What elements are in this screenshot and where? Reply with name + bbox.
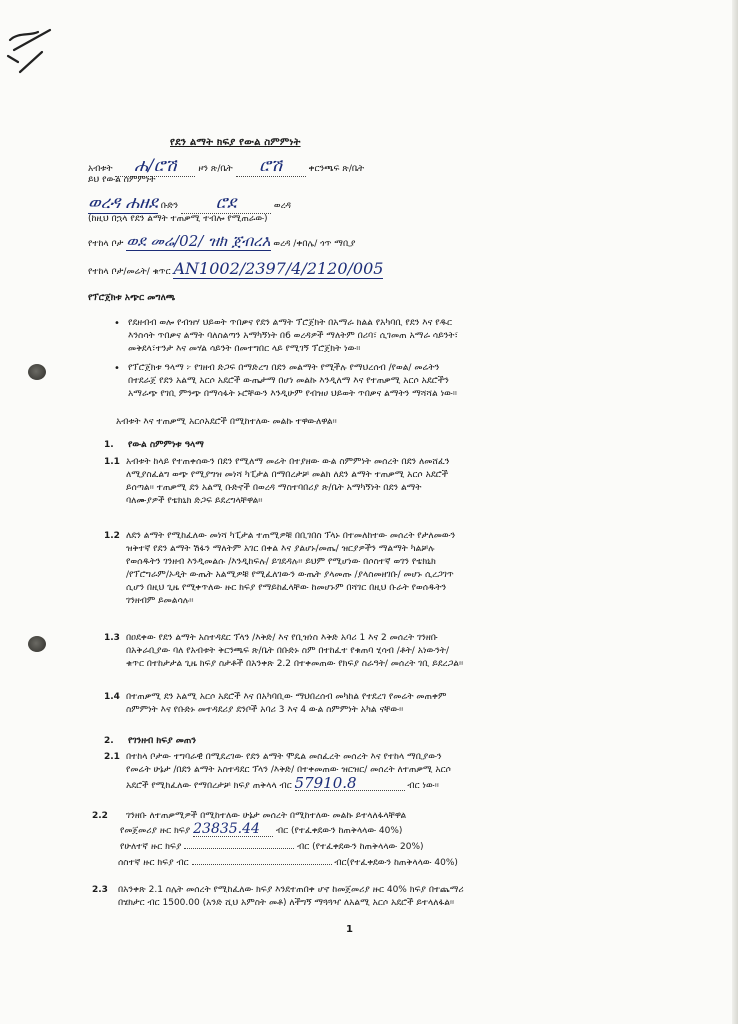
clause-line: ይሰጣል፡፡ ተጠቃሚ ደን አልሚ ቡድኖች በወረዳ ማስተባበሪያ ጽ/ቤት አማካኝነት በደን ልማት: [126, 483, 422, 493]
bullet-icon: •: [114, 318, 120, 329]
clause-line: በዐደቀው የደን ልማት አስተዳደር ፕላን /እቅድ/ እና የቢዝነስ እቅድ አባሪ 1 እና 2 መሰረት ገንዘቡ: [126, 633, 438, 643]
label-zone-office: ዞን ጽ/ቤት: [198, 164, 233, 174]
page-edge: [732, 0, 738, 1024]
bullet-line: በተደራጀ የደን አልሚ አርሶ አደሮች ውጤታማ በሆነ መልኩ እንዲለማ እና የተጠቃሚ አርሶ አደሮችን: [128, 376, 449, 386]
background-heading: የፕሮጀክቱ አጭር መግለጫ: [88, 293, 176, 303]
bullet-item: [114, 317, 459, 356]
corner-signature-mark: [4, 22, 64, 82]
header-row-2: ይህ የውል ስምምነት: [88, 175, 156, 185]
clause-line: በአንቀጽ 2.1 ስሌት መሰረት የሚከፈለው ክፍያ እንደተጠበቀ ሆኖ ከመጀመሪያ ዙር 40% ክፍያ በተጨማሪ: [118, 885, 464, 895]
payment-suffix: ብር (የተፈቀደውን ከጠቅላላው 40%): [276, 826, 403, 836]
intro-line: አብቱት እና ተጠቃሚ አርሶአደሮች በሚከተለው መልኩ ተዋውለዋል፡፡: [116, 417, 337, 427]
section-title: የውል ስምምነቱ ዓላማ: [128, 440, 204, 450]
handwritten-woreda-group: ወረዳ ሐዘደ: [88, 193, 158, 213]
punch-hole: [28, 364, 46, 380]
payment-label: ሰስተኛ ዙር ክፍያ ብር: [118, 858, 189, 868]
bullet-line: መቅደላ፣ተንታ እና መሃል ሳይንት በመተግበር ላይ የሚገኝ ፕሮጀክት ነው።: [128, 344, 361, 354]
clause-line: ለሚያስፈልግ ወጭ የሚያግዝ መነሻ ካፒታል በማበረታቻ መልክ ለደን ልማት ተጠቃሚ አርሶ አደሮች: [126, 470, 449, 480]
section-title: የገንዘብ ክፍያ መጠን: [128, 736, 197, 746]
handwritten-first-payment: 23835.44: [193, 823, 273, 837]
clause-line: በአቅራቢያው ባለ የአብቱት ቅርንጫፍ ጽ/ቤት በቡድኑ ስም በተከፈተ የቁጠባ ሂሳብ /ቶት/ አነውንት/: [126, 646, 450, 656]
payment-row: [118, 857, 458, 870]
clause-line: ቁጥር በተከታታል ጊዜ ክፍያ ስታቶች በአንቀጽ 2.2 በተቀመጠው የክፍያ ስራዓት/ መሰረት ገቢ ይደረጋል፡፡: [126, 659, 464, 669]
handwritten-branch: ሐ/ሮሽ: [115, 156, 195, 177]
label-kebele: ወረዳ /ቀበሌ/ ጎጥ ማቢያ: [273, 239, 356, 249]
payment-suffix: ብር(የተፈቀደውን ከጠቅላላው 40%): [334, 858, 458, 868]
clause-number: 1.2: [104, 531, 120, 541]
clause-number: 1.1: [104, 457, 120, 467]
clause-line: በተጠቃሚ ደን አልሚ አርሶ አደሮች እና በአካባቢው ማህበረሰብ መካከል የተደረገ የመሬት መጠቀም: [126, 692, 447, 702]
clause-line: ለደን ልማት የሚከፈለው መነሻ ካፒታል ተጠሚዎቹ በቢገበስ ፕላኑ በተመለከተው መሰረት የታለመውን: [126, 531, 456, 541]
bullet-line: እንስሳት ጥበቃና ልማት ባለስልጣን አማካኝነት በ6 ወረዳዎች ማለትም በሪባ፣ ሲገመጠ አማራ ሳይንት፣: [128, 331, 459, 341]
clause-line: አብቱት ከላይ የተጠቀሰውን በደን የሚለማ መሬት በተያዘው ውል ስምምነት መሰረት በደን ለመሸፈን: [126, 457, 450, 467]
header-row-4: (ከዚህ በኋላ የደን ልማት ተጠቃሚ ተብሎ የሚጠራው): [88, 214, 268, 224]
clause-1-3: [104, 632, 464, 671]
section-number: 2.: [104, 736, 114, 746]
label-abtut: አብቱት: [88, 164, 113, 174]
amount-suffix: ብር ነው፡፡: [407, 781, 439, 791]
header-row-1: [88, 156, 364, 177]
clause-line: ሲሆን በዚህ ጊዜ የሚቀጥለው ዙር ክፍያ የማይከፈላቸው ከመሆኑም በሻገር በዚህ ቡራት የወሰዱትን: [126, 583, 447, 593]
label-group: ቡድን: [160, 201, 179, 211]
clause-line: ባለሙያዎች የቴክኒክ ድጋፍ ይደረግላቸዋል፡፡: [126, 496, 263, 506]
handwritten-site: ወደ መሬ/02/ ዝክ ጀብረእ: [126, 232, 271, 250]
bullet-item: [114, 362, 457, 401]
clause-number: 1.3: [104, 633, 120, 643]
payment-row: [118, 823, 458, 838]
handwritten-total-amount: 57910.8: [295, 777, 405, 791]
page-number: 1: [346, 924, 353, 935]
clause-2-3: [92, 884, 464, 910]
section-number: 1.: [104, 440, 114, 450]
bullet-line: የደዘብብ ወሎ የብዝሃ ህይወት ጥበቃና የደን ልማት ፕሮጀክት በአማራ ክልል የአካባቢ የደን እና የዱር: [128, 318, 452, 328]
blank-third-payment: [192, 864, 332, 865]
header-row-6: [88, 259, 383, 278]
label-site-number: የተከላ ቦታ/መሬት/ ቁጥር: [88, 267, 171, 277]
payment-row: [118, 841, 458, 854]
punch-hole: [28, 636, 46, 652]
label-planting-site: የተከላ ቦታ: [88, 239, 124, 249]
label-woreda: ወረዳ: [273, 201, 291, 211]
handwritten-zone: ሮሽ: [236, 156, 306, 177]
handwritten-site-number: AN1002/2397/4/2120/005: [173, 259, 384, 278]
clause-line: አደሮች የሚከፈለው የማበረታቻ ክፍያ ጠቅላላ ብር: [126, 781, 292, 791]
bullet-line: የፕሮጀክቱ ዓላማ ፦ የገዘብ ድጋፍ በማድረግ በደን መልማት የሚችሉ የማህረሰብ /የወል/ መሬትን: [128, 363, 440, 373]
clause-line: በተከላ ቦታው ተግባራዊ በሚደረገው የደን ልማት ሞዴል መስፈረት መሰረት እና የተከላ ማቢያውን: [126, 752, 442, 762]
clause-1-1: [104, 456, 450, 508]
payment-label: የሁለተኛ ዙር ክፍያ: [120, 842, 182, 852]
header-row-5: [88, 232, 355, 250]
clause-2-2: [92, 810, 458, 870]
clause-line: ገንዘቡ ለተጠቃሚዎች በሚከተለው ሁኔታ መሰረት በሚከተለው መልኩ ይተላለፋላቸዋል: [126, 811, 407, 821]
bullet-line: አማራጭ የገቢ ምንጭ በማሳፋት ኑሮቸውን እንዲሁም የብዝሀ ህይወት ጥበቃና ልማትን ማሻሻል ነው።: [128, 389, 457, 399]
clause-1-4: [104, 691, 447, 717]
section-1-heading: [104, 440, 204, 450]
clause-line: በሄክታር ብር 1500.00 (አንድ ሺህ አምስት መቶ) ለችግኝ ማጓጓዣ ለአልሚ አርሶ አደሮች ይተላለፋል፡፡: [118, 898, 455, 908]
header-row-3: [88, 193, 291, 214]
handwritten-group-name: ሮደ: [181, 193, 271, 214]
clause-2-1: [104, 751, 451, 793]
label-branch-office: ቀርንጫፍ ጽ/ቤት: [308, 164, 365, 174]
payment-label: የመጀመሪያ ዙር ክፍያ: [120, 826, 191, 836]
clause-1-2: [104, 530, 456, 608]
clause-line: /የፕሮግራም/ኦዲት ውጤት አልሚዎቹ የሚፈለገውን ውጤት ያላመጡ /ያላስመዘገቡ/ መሆኑ ሲረጋገጥ: [126, 570, 454, 580]
document-title: የደን ልማት ክፍያ የውል ስምምነት: [170, 137, 301, 148]
clause-line: ዝቅተኛ የደን ልማት ሽፋን ማለትም አገር በቀል እና ያልሆኑ/መጤ/ ዝርያዎችን ማልማት ካልቻሉ: [126, 544, 435, 554]
clause-number: 1.4: [104, 692, 120, 702]
clause-line: የመሬት ሁኔታ /በደን ልማት አስተዳደር ፕላን /እቅድ/ በተቀመጠው ዝርዝር/ መሰረት ለተጠቃሚ አርሶ: [126, 765, 451, 775]
section-2-heading: [104, 736, 196, 746]
payment-suffix: ብር (የተፈቀደውን ከጠቅላላው 20%): [297, 842, 424, 852]
blank-second-payment: [184, 848, 294, 849]
clause-number: 2.3: [92, 885, 108, 895]
clause-line-amount: [126, 774, 451, 793]
clause-line: የወሰዱትን ገንዘብ እንዲመልሱ /እንዲከፍሉ/ ይገደዳሉ፡፡ ይህም የሚሆነው በሶስተኛ ወገን የቴክኒክ: [126, 557, 436, 567]
clause-number: 2.2: [92, 811, 108, 821]
clause-line: ገንዘብም ይመልሳሉ፡፡: [126, 596, 194, 606]
clause-line: ስምምነት እና የቡድኑ መተዳደሪያ ደንቦች አባሪ 3 እና 4 ውል ስምምነት አካል ናቸው፡፡: [126, 705, 404, 715]
bullet-icon: •: [114, 363, 120, 374]
clause-number: 2.1: [104, 752, 120, 762]
